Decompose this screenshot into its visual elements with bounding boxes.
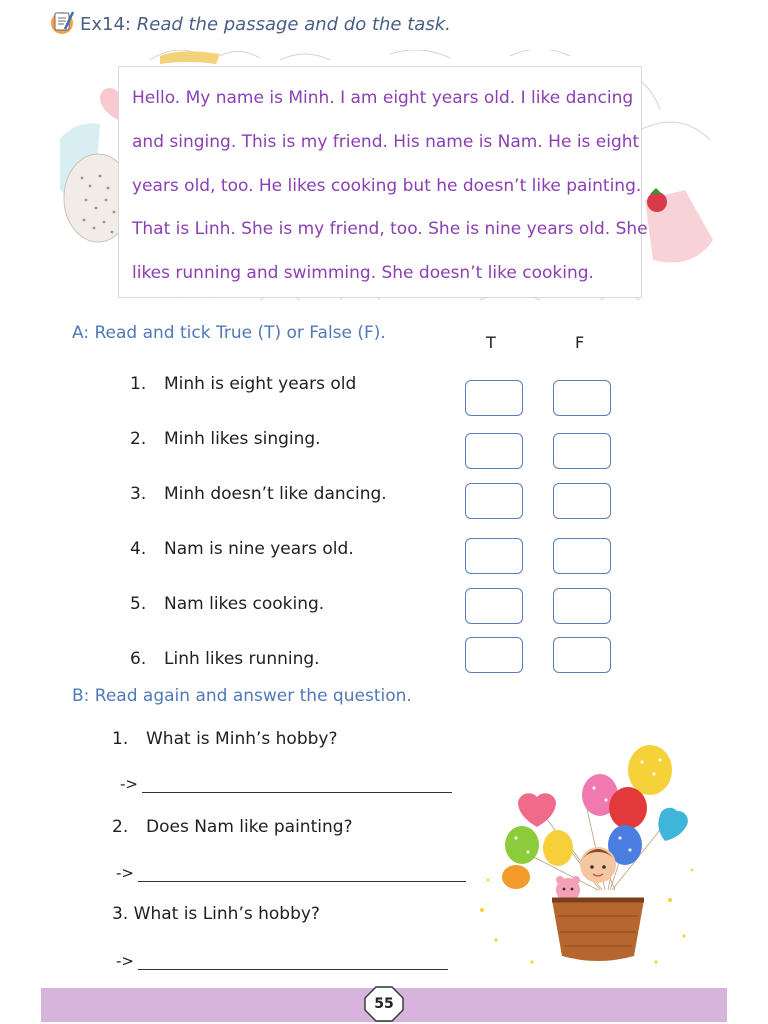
passage-line: That is Linh. She is my friend, too. She is nine years old. She (132, 219, 648, 240)
statement-text: Minh doesn’t like dancing. (164, 484, 387, 504)
section-a-heading: A: Read and tick True (T) or False (F). (72, 323, 386, 343)
statement-text: Nam likes cooking. (164, 594, 325, 614)
answer-line-1[interactable] (120, 775, 452, 793)
answer-line-2[interactable] (116, 864, 466, 882)
true-checkbox-1[interactable] (465, 380, 523, 416)
question-number: 3. (112, 904, 129, 924)
exercise-instruction: Read the passage and do the task. (136, 14, 451, 35)
question-1 (112, 729, 338, 749)
statement-5 (130, 594, 324, 614)
reading-passage (118, 66, 648, 298)
true-checkbox-4[interactable] (465, 538, 523, 574)
question-3 (112, 904, 320, 924)
page-number: 55 (374, 996, 394, 1012)
statement-number: 4. (130, 539, 147, 559)
question-text: What is Minh’s hobby? (146, 729, 338, 749)
false-checkbox-3[interactable] (553, 483, 611, 519)
answer-arrow: -> (120, 775, 138, 793)
answer-blank[interactable] (138, 867, 466, 882)
statement-2 (130, 429, 321, 449)
question-number: 2. (112, 817, 129, 837)
statement-1 (130, 374, 356, 394)
answer-blank[interactable] (142, 778, 452, 793)
statement-text: Minh is eight years old (164, 374, 357, 394)
question-number: 1. (112, 729, 129, 749)
statement-number: 1. (130, 374, 147, 394)
true-checkbox-2[interactable] (465, 433, 523, 469)
hot-air-balloon-illustration (470, 740, 700, 972)
statement-text: Minh likes singing. (164, 429, 321, 449)
passage-line: years old, too. He likes cooking but he doesn’t like painting. (132, 175, 642, 196)
true-checkbox-5[interactable] (465, 588, 523, 624)
false-checkbox-4[interactable] (553, 538, 611, 574)
statement-4 (130, 539, 354, 559)
exercise-title (80, 14, 451, 35)
question-text: Does Nam like painting? (146, 817, 353, 837)
false-checkbox-6[interactable] (553, 637, 611, 673)
question-text: What is Linh’s hobby? (133, 904, 320, 924)
statement-text: Linh likes running. (164, 649, 320, 669)
false-checkbox-1[interactable] (553, 380, 611, 416)
true-checkbox-6[interactable] (465, 637, 523, 673)
passage-line: likes running and swimming. She doesn’t like cooking. (132, 263, 594, 284)
statement-number: 2. (130, 429, 147, 449)
statement-6 (130, 649, 320, 669)
false-column-header: F (575, 333, 585, 352)
statement-number: 5. (130, 594, 147, 614)
passage-line: Hello. My name is Minh. I am eight years old. I like dancing (132, 88, 634, 108)
false-checkbox-2[interactable] (553, 433, 611, 469)
passage-line: and singing. This is my friend. His name is Nam. He is eight (132, 131, 640, 152)
statement-text: Nam is nine years old. (164, 539, 354, 559)
question-2 (112, 817, 353, 837)
statement-number: 6. (130, 649, 147, 669)
answer-arrow: -> (116, 864, 134, 882)
answer-blank[interactable] (138, 955, 448, 970)
false-checkbox-5[interactable] (553, 588, 611, 624)
exercise-number: Ex14: (80, 14, 131, 35)
statement-3 (130, 484, 387, 504)
answer-line-3[interactable] (116, 952, 448, 970)
section-b-heading: B: Read again and answer the question. (72, 686, 412, 706)
answer-arrow: -> (116, 952, 134, 970)
true-column-header: T (486, 333, 496, 352)
true-checkbox-3[interactable] (465, 483, 523, 519)
statement-number: 3. (130, 484, 147, 504)
notepad-pencil-icon (50, 8, 76, 36)
